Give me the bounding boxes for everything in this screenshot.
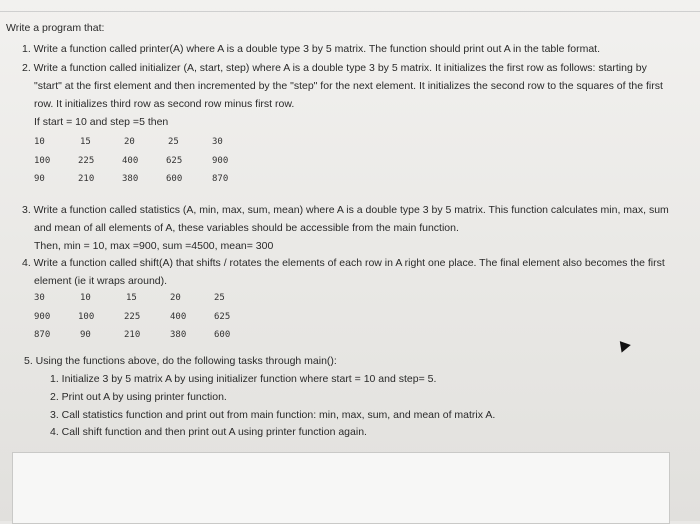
mouse-cursor-icon bbox=[615, 337, 631, 352]
item-5-sub-3: 3. Call statistics function and print out from main function: min, max, sum, and mean of matrix A. bbox=[50, 409, 496, 421]
matrix1-cell: 625 bbox=[166, 156, 183, 166]
matrix2-cell: 30 bbox=[34, 293, 45, 303]
matrix2-cell: 100 bbox=[78, 312, 95, 322]
matrix2-cell: 900 bbox=[34, 312, 51, 322]
item-4-line-1: 4. Write a function called shift(A) that shifts / rotates the elements of each row in A right one place. The final element also becomes the first bbox=[22, 257, 665, 269]
item-4-line-2: element (ie it wraps around). bbox=[34, 275, 168, 287]
matrix1-cell: 20 bbox=[124, 137, 135, 147]
matrix2-cell: 225 bbox=[124, 312, 141, 322]
item-5-sub-2: 2. Print out A by using printer function. bbox=[50, 391, 227, 403]
item-2-line-4: If start = 10 and step =5 then bbox=[34, 116, 169, 128]
matrix2-cell: 400 bbox=[170, 312, 187, 322]
matrix1-cell: 90 bbox=[34, 174, 45, 184]
matrix2-cell: 10 bbox=[80, 293, 91, 303]
intro-text: Write a program that: bbox=[6, 22, 105, 34]
item-3-line-3: Then, min = 10, max =900, sum =4500, mean= 300 bbox=[34, 240, 274, 252]
matrix2-cell: 90 bbox=[80, 330, 91, 340]
item-2-line-1: 2. Write a function called initializer (A, start, step) where A is a double type 3 by 5 matrix. It initializes the first row as follows: starting by bbox=[22, 62, 647, 74]
answer-textbox[interactable] bbox=[12, 452, 670, 524]
item-2-line-2: "start" at the first element and then incremented by the "step" for the next element. It initializes the second row to the squares of the first bbox=[34, 80, 663, 92]
matrix2-cell: 20 bbox=[170, 293, 181, 303]
matrix1-cell: 30 bbox=[212, 137, 223, 147]
matrix2-cell: 210 bbox=[124, 330, 141, 340]
item-3-line-1: 3. Write a function called statistics (A, min, max, sum, mean) where A is a double type 3 by 5 matrix. This function calculates min, max, sum bbox=[22, 204, 669, 216]
item-3-line-2: and mean of all elements of A, these variables should be accessible from the main function. bbox=[34, 222, 459, 234]
matrix1-cell: 225 bbox=[78, 156, 95, 166]
item-5-sub-4: 4. Call shift function and then print out A using printer function again. bbox=[50, 426, 367, 438]
matrix1-cell: 25 bbox=[168, 137, 179, 147]
matrix1-cell: 380 bbox=[122, 174, 139, 184]
matrix1-cell: 15 bbox=[80, 137, 91, 147]
matrix2-cell: 15 bbox=[126, 293, 137, 303]
matrix1-cell: 600 bbox=[166, 174, 183, 184]
matrix2-cell: 600 bbox=[214, 330, 231, 340]
matrix1-cell: 10 bbox=[34, 137, 45, 147]
item-5-sub-1: 1. Initialize 3 by 5 matrix A by using initializer function where start = 10 and step= 5. bbox=[50, 373, 437, 385]
item-1-text: 1. Write a function called printer(A) where A is a double type 3 by 5 matrix. The function should print out A in the table format. bbox=[22, 43, 601, 55]
matrix1-cell: 100 bbox=[34, 156, 51, 166]
matrix1-cell: 210 bbox=[78, 174, 95, 184]
matrix2-cell: 25 bbox=[214, 293, 225, 303]
matrix1-cell: 870 bbox=[212, 174, 229, 184]
matrix2-cell: 380 bbox=[170, 330, 187, 340]
matrix2-cell: 870 bbox=[34, 330, 51, 340]
item-5-line-1: 5. Using the functions above, do the following tasks through main(): bbox=[24, 355, 337, 367]
matrix1-cell: 900 bbox=[212, 156, 229, 166]
matrix1-cell: 400 bbox=[122, 156, 139, 166]
divider bbox=[0, 11, 700, 12]
matrix2-cell: 625 bbox=[214, 312, 231, 322]
item-2-line-3: row. It initializes third row as second row minus first row. bbox=[34, 98, 295, 110]
